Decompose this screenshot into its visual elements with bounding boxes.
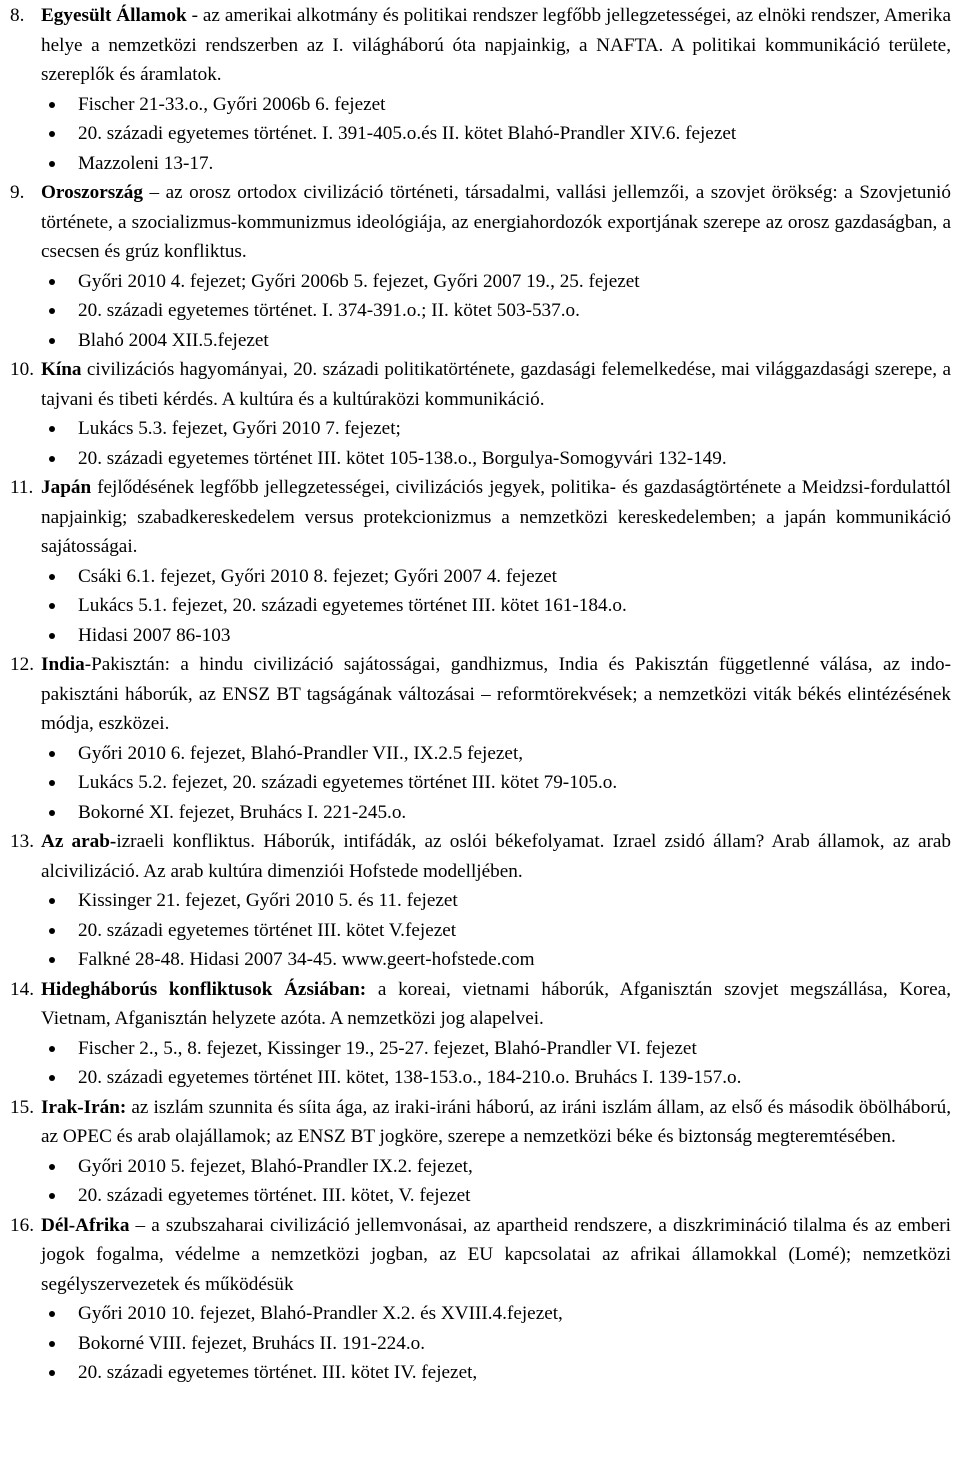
topic-number: 16. [10, 1214, 34, 1236]
reading-reference: Lukács 5.1. fejezet, 20. századi egyetemes történet III. kötet 161-184.o. [78, 595, 627, 616]
topic-item [10, 1211, 951, 1388]
topic-heading-row [10, 178, 951, 267]
topic-heading-row [10, 827, 951, 886]
topic-description: civilizációs hagyományai, 20. századi politikatörténete, gazdasági felemelkedése, mai világgazdasági szerepe, a tajvani és tibeti kérdés. A kultúra és a kultúraközi kommunikáció. [41, 359, 951, 410]
reading-list [10, 1152, 951, 1211]
reading-reference: Fischer 21-33.o., Győri 2006b 6. fejezet [78, 93, 386, 115]
reading-reference: Kissinger 21. fejezet, Győri 2010 5. és 11. fejezet [78, 890, 458, 911]
topic-description: -Pakisztán: a hindu civilizáció sajátosságai, gandhizmus, India és Pakisztán függetlenné válása, az indo-pakisztáni háborúk, az ENSZ BT tagságának változásai – reformtörekvések; a nemzetközi viták békés elintézésének módja, eszközei. [41, 654, 951, 734]
reading-list-item [41, 562, 951, 592]
reading-reference: Mazzoleni 13-17. [78, 152, 214, 174]
reading-list [10, 886, 951, 975]
topic-description: - az amerikai alkotmány és politikai rendszer legfőbb jellegzetességei, az elnöki rendszer, Amerika helye a nemzetközi rendszerben az I. világháború óta napjainkig, a NAFTA. A politikai kommunikáció területe, szereplők és áramlatok. [41, 5, 951, 85]
bullet-icon [49, 102, 55, 108]
reading-reference: 20. századi egyetemes történet III. kötet, 138-153.o., 184-210.o. Bruhács I. 139-157.o. [78, 1067, 742, 1088]
topic-item [10, 975, 951, 1093]
bullet-icon [49, 456, 55, 462]
topic-number: 9. [10, 182, 25, 203]
reading-list-item [41, 267, 951, 297]
reading-reference: 20. századi egyetemes történet. III. kötet, V. fejezet [78, 1185, 471, 1206]
reading-list [10, 414, 951, 473]
topic-title: Oroszország [41, 182, 143, 203]
topic-description: fejlődésének legfőbb jellegzetességei, civilizációs jegyek, politika- és gazdaságtörténete a Meidzsi-fordulattól napjainkig; szabadkereskedelem versus protekcionizmus a nemzetközi kereskedelemben; a japán kommunikáció sajátosságai. [41, 477, 951, 557]
bullet-icon [49, 426, 55, 432]
reading-reference: Győri 2010 6. fejezet, Blahó-Prandler VII., IX.2.5 fejezet, [78, 742, 524, 764]
reading-reference: 20. századi egyetemes történet III. kötet V.fejezet [78, 919, 457, 941]
reading-list-item [41, 768, 951, 798]
reading-list-item [41, 1329, 951, 1359]
reading-reference: 20. századi egyetemes történet. III. kötet IV. fejezet, [78, 1362, 478, 1383]
reading-list-item [41, 1181, 951, 1211]
reading-list-item [41, 444, 951, 474]
bullet-icon [49, 751, 55, 757]
topic-number: 13. [10, 831, 34, 852]
reading-reference: 20. századi egyetemes történet. I. 374-391.o.; II. kötet 503-537.o. [78, 300, 580, 321]
reading-list-item [41, 1063, 951, 1093]
topic-text [41, 355, 951, 414]
topic-text [41, 473, 951, 562]
reading-reference: 20. századi egyetemes történet III. kötet 105-138.o., Borgulya-Somogyvári 132-149. [78, 447, 727, 469]
bullet-icon [49, 633, 55, 639]
reading-list-item [41, 119, 951, 149]
reading-reference: Lukács 5.3. fejezet, Győri 2010 7. fejezet; [78, 418, 401, 439]
bullet-icon [49, 1341, 55, 1347]
reading-reference: Falkné 28-48. Hidasi 2007 34-45. www.geert-hofstede.com [78, 949, 535, 970]
reading-list-item [41, 296, 951, 326]
topic-item [10, 355, 951, 473]
reading-list-item [41, 1152, 951, 1182]
reading-reference: Győri 2010 5. fejezet, Blahó-Prandler IX.2. fejezet, [78, 1155, 473, 1177]
topic-item [10, 473, 951, 650]
reading-list [10, 562, 951, 651]
reading-list-item [41, 149, 951, 179]
reading-list-item [41, 591, 951, 621]
topic-title: Egyesült Államok [41, 5, 187, 26]
reading-reference: Bokorné XI. fejezet, Bruhács I. 221-245.o. [78, 801, 407, 823]
bullet-icon [49, 131, 55, 137]
reading-reference: Csáki 6.1. fejezet, Győri 2010 8. fejezet; Győri 2007 4. fejezet [78, 565, 557, 587]
topic-title: Az arab- [41, 831, 117, 852]
topic-item [10, 1093, 951, 1211]
topic-item [10, 178, 951, 355]
topic-number: 15. [10, 1096, 34, 1118]
topic-description: – az orosz ortodox civilizáció történeti, társadalmi, vallási jellemzői, a szovjet örökség: a Szovjetunió története, a szocializmus-kommunizmus ideológiája, az energiahordozók exportjának szerepe az orosz gazdaságban, a csecsen és grúz konfliktus. [41, 182, 951, 262]
topic-heading-row [10, 355, 951, 414]
reading-list-item [41, 798, 951, 828]
topic-title: Dél-Afrika [41, 1214, 130, 1236]
bullet-icon [49, 279, 55, 285]
reading-list-item [41, 414, 951, 444]
topic-title: India [41, 654, 85, 675]
bullet-icon [49, 810, 55, 816]
reading-list-item [41, 945, 951, 975]
reading-list-item [41, 1034, 951, 1064]
bullet-icon [49, 161, 55, 167]
topic-heading-row [10, 473, 951, 562]
topic-number: 11. [10, 477, 34, 498]
reading-list [10, 1034, 951, 1093]
topic-number: 8. [10, 5, 25, 26]
topic-description: az iszlám szunnita és síita ága, az iraki-iráni háború, az iráni iszlám állam, az első és második öbölháború, az OPEC és arab olajállamok; az ENSZ BT jogköre, szerepe a nemzetközi béke és biztonság megteremtésében. [41, 1096, 951, 1147]
topic-text [41, 650, 951, 739]
reading-list-item [41, 1358, 951, 1388]
reading-reference: 20. századi egyetemes történet. I. 391-405.o.és II. kötet Blahó-Prandler XIV.6. fejezet [78, 123, 737, 144]
bullet-icon [49, 1370, 55, 1376]
bullet-icon [49, 1075, 55, 1081]
reading-list-item [41, 739, 951, 769]
reading-reference: Hidasi 2007 86-103 [78, 624, 231, 646]
bullet-icon [49, 1311, 55, 1317]
bullet-icon [49, 1164, 55, 1170]
reading-list-item [41, 886, 951, 916]
reading-reference: Lukács 5.2. fejezet, 20. századi egyetemes történet III. kötet 79-105.o. [78, 772, 618, 793]
topic-title: Kína [41, 359, 82, 380]
topic-number: 10. [10, 359, 34, 380]
bullet-icon [49, 928, 55, 934]
topic-text [41, 1093, 951, 1152]
reading-list-item [41, 1299, 951, 1329]
topic-title: Irak-Irán: [41, 1096, 127, 1118]
reading-list [10, 267, 951, 356]
topic-heading-row [10, 1093, 951, 1152]
topic-description: – a szubszaharai civilizáció jellemvonásai, az apartheid rendszere, a diszkrimináció tilalma és az emberi jogok fogalma, védelme a nemzetközi jogban, az EU kapcsolatai az afrikai államokkal (Lomé); nemzetközi segélyszervezetek és működésük [41, 1214, 951, 1295]
reading-list-item [41, 90, 951, 120]
topic-text [41, 827, 951, 886]
reading-list [10, 1299, 951, 1388]
topic-description: a koreai, vietnami háborúk, Afganisztán szovjet megszállása, Korea, Vietnam, Afganisztán helyzete azóta. A nemzetközi jog alapelvei. [41, 978, 951, 1029]
topic-text [41, 1211, 951, 1300]
topic-item [10, 827, 951, 975]
topic-heading-row [10, 650, 951, 739]
reading-list [10, 90, 951, 179]
reading-reference: Fischer 2., 5., 8. fejezet, Kissinger 19., 25-27. fejezet, Blahó-Prandler VI. fejezet [78, 1037, 697, 1059]
bullet-icon [49, 898, 55, 904]
topic-number: 14. [10, 978, 34, 1000]
topic-heading-row [10, 975, 951, 1034]
reading-reference: Bokorné VIII. fejezet, Bruhács II. 191-224.o. [78, 1332, 426, 1354]
reading-list [10, 739, 951, 828]
bullet-icon [49, 308, 55, 314]
bullet-icon [49, 603, 55, 609]
topic-heading-row [10, 1, 951, 90]
topic-heading-row [10, 1211, 951, 1300]
reading-list-item [41, 621, 951, 651]
bullet-icon [49, 574, 55, 580]
topic-title: Hidegháborús konfliktusok Ázsiában: [41, 978, 367, 1000]
bullet-icon [49, 780, 55, 786]
topic-item [10, 650, 951, 827]
reading-reference: Blahó 2004 XII.5.fejezet [78, 329, 269, 351]
topic-text [41, 1, 951, 90]
bullet-icon [49, 338, 55, 344]
reading-reference: Győri 2010 4. fejezet; Győri 2006b 5. fejezet, Győri 2007 19., 25. fejezet [78, 270, 640, 292]
topic-item [10, 1, 951, 178]
bullet-icon [49, 1193, 55, 1199]
topic-number: 12. [10, 654, 34, 675]
topic-text [41, 975, 951, 1034]
bullet-icon [49, 1046, 55, 1052]
reading-list-item [41, 916, 951, 946]
topic-description: izraeli konfliktus. Háborúk, intifádák, az oslói békefolyamat. Izrael zsidó állam? Arab államok, az arab alcivilizáció. Az arab kultúra dimenziói Hofstede modelljében. [41, 831, 952, 882]
reading-list-item [41, 326, 951, 356]
topic-title: Japán [41, 477, 92, 498]
bullet-icon [49, 957, 55, 963]
reading-reference: Győri 2010 10. fejezet, Blahó-Prandler X.2. és XVIII.4.fejezet, [78, 1303, 563, 1324]
topic-text [41, 178, 951, 267]
